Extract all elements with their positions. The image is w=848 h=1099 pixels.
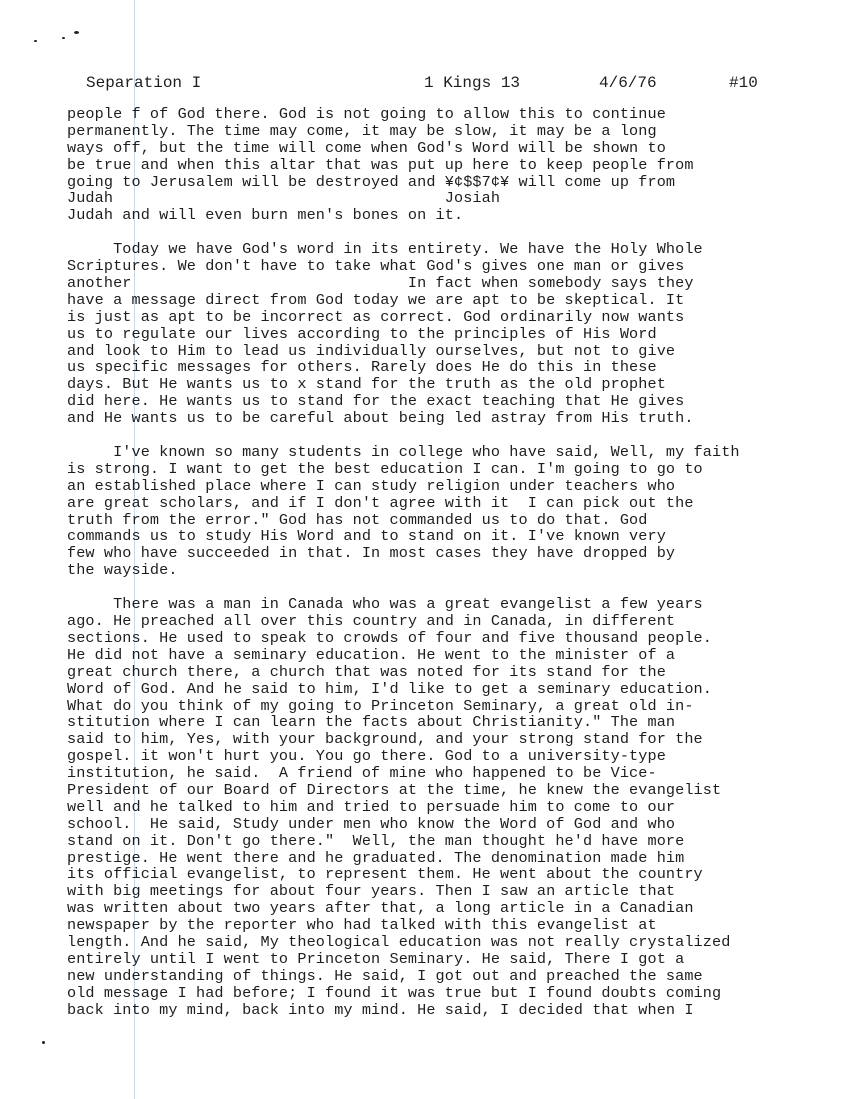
text-line: are great scholars, and if I don't agree with it I can pick out the <box>67 493 694 512</box>
text-line: its official evangelist, to represent them. He went about the country <box>67 865 703 884</box>
ink-speck <box>62 37 65 39</box>
text-line: ago. He preached all over this country and in Canada, in different <box>67 612 676 631</box>
text-line: well and he talked to him and tried to persuade him to come to our <box>67 797 676 816</box>
text-line: prestige. He went there and he graduated. The denomination made him <box>67 848 685 867</box>
text-line: commands us to study His Word and to stand on it. I've known very <box>67 527 666 546</box>
text-line: gospel. it won't hurt you. You go there. God to a university-type <box>67 747 666 766</box>
text-line: entirely until I went to Princeton Seminary. He said, There I got a <box>67 949 685 968</box>
text-line: Judah and will even burn men's bones on it. <box>67 206 464 225</box>
paragraph-gap <box>67 427 812 444</box>
text-line: great church there, a church that was noted for its stand for the <box>67 662 666 681</box>
text-line: truth from the error." God has not commanded us to do that. God <box>67 510 648 529</box>
text-line: was written about two years after that, a long article in a Canadian <box>67 899 694 918</box>
text-line: There was a man in Canada who was a great evangelist a few years <box>67 595 703 614</box>
text-line: I've known so many students in college who have said, Well, my faith <box>67 443 740 462</box>
text-line: the wayside. <box>67 561 178 580</box>
text-line: He did not have a seminary education. He went to the minister of a <box>67 645 676 664</box>
text-line: sections. He used to speak to crowds of four and five thousand people. <box>67 628 712 647</box>
text-line: Today we have God's word in its entirety. We have the Holy Whole <box>67 240 703 259</box>
text-line: is strong. I want to get the best education I can. I'm going to go to <box>67 459 703 478</box>
text-line: Judah Josiah <box>67 189 501 208</box>
text-line: is just as apt to be incorrect as correct. God ordinarily now wants <box>67 307 685 326</box>
text-line: and look to Him to lead us individually ourselves, but not to give <box>67 341 676 360</box>
text-line: school. He said, Study under men who know the Word of God and who <box>67 814 676 833</box>
header-reference: 1 Kings 13 <box>424 74 521 92</box>
text-line: and He wants us to be careful about being led astray from His truth. <box>67 409 694 428</box>
text-line: days. But He wants us to x stand for the truth as the old prophet <box>67 375 666 394</box>
text-line: ways off, but the time will come when God's Word will be shown to <box>67 138 666 157</box>
text-line: Scriptures. We don't have to take what God's gives one man or gives <box>67 257 685 276</box>
text-line: going to Jerusalem will be destroyed and ¥¢$$7¢¥ will come up from <box>67 172 676 191</box>
text-line: newspaper by the reporter who had talked with this evangelist at <box>67 916 657 935</box>
text-line: an established place where I can study religion under teachers who <box>67 476 676 495</box>
paragraph <box>67 106 812 224</box>
text-line: permanently. The time may come, it may be slow, it may be a long <box>67 121 657 140</box>
ink-speck <box>74 31 79 34</box>
text-line: be true and when this altar that was put up here to keep people from <box>67 155 694 174</box>
ink-speck <box>34 40 37 42</box>
text-line: stand on it. Don't go there." Well, the man thought he'd have more <box>67 831 685 850</box>
text-line: old message I had before; I found it was true but I found doubts coming <box>67 983 722 1002</box>
text-line: another In fact when somebody says they <box>67 274 694 293</box>
text-line: with big meetings for about four years. Then I saw an article that <box>67 882 676 901</box>
text-line: people f of God there. God is not going to allow this to continue <box>67 105 666 123</box>
text-line: institution, he said. A friend of mine who happened to be Vice- <box>67 764 657 783</box>
text-line: us to regulate our lives according to the principles of His Word <box>67 324 657 343</box>
header-date: 4/6/76 <box>599 74 657 92</box>
text-line: said to him, Yes, with your background, and your strong stand for the <box>67 730 703 749</box>
paragraph <box>67 241 812 427</box>
header-number: #10 <box>729 74 758 92</box>
header-title: Separation I <box>86 74 202 92</box>
text-line: length. And he said, My theological education was not really crystalized <box>67 932 731 951</box>
paragraph-gap <box>67 224 812 241</box>
text-line: stitution where I can learn the facts about Christianity." The man <box>67 713 676 732</box>
paragraph <box>67 596 812 1018</box>
text-line: What do you think of my going to Princeton Seminary, a great old in- <box>67 696 694 715</box>
paragraph <box>67 444 812 579</box>
text-line: President of our Board of Directors at the time, he knew the evangelist <box>67 780 722 799</box>
text-line: new understanding of things. He said, I got out and preached the same <box>67 966 703 985</box>
text-line: back into my mind, back into my mind. He said, I decided that when I <box>67 1000 694 1019</box>
text-line: Word of God. And he said to him, I'd like to get a seminary education. <box>67 679 712 698</box>
text-line: have a message direct from God today we are apt to be skeptical. It <box>67 290 685 309</box>
text-line: few who have succeeded in that. In most cases they have dropped by <box>67 544 676 563</box>
sermon-text <box>67 106 812 1018</box>
ink-speck <box>42 1041 45 1044</box>
text-line: us specific messages for others. Rarely does He do this in these <box>67 358 657 377</box>
page-header <box>0 72 848 96</box>
text-line: did here. He wants us to stand for the exact teaching that He gives <box>67 392 685 411</box>
paragraph-gap <box>67 579 812 596</box>
